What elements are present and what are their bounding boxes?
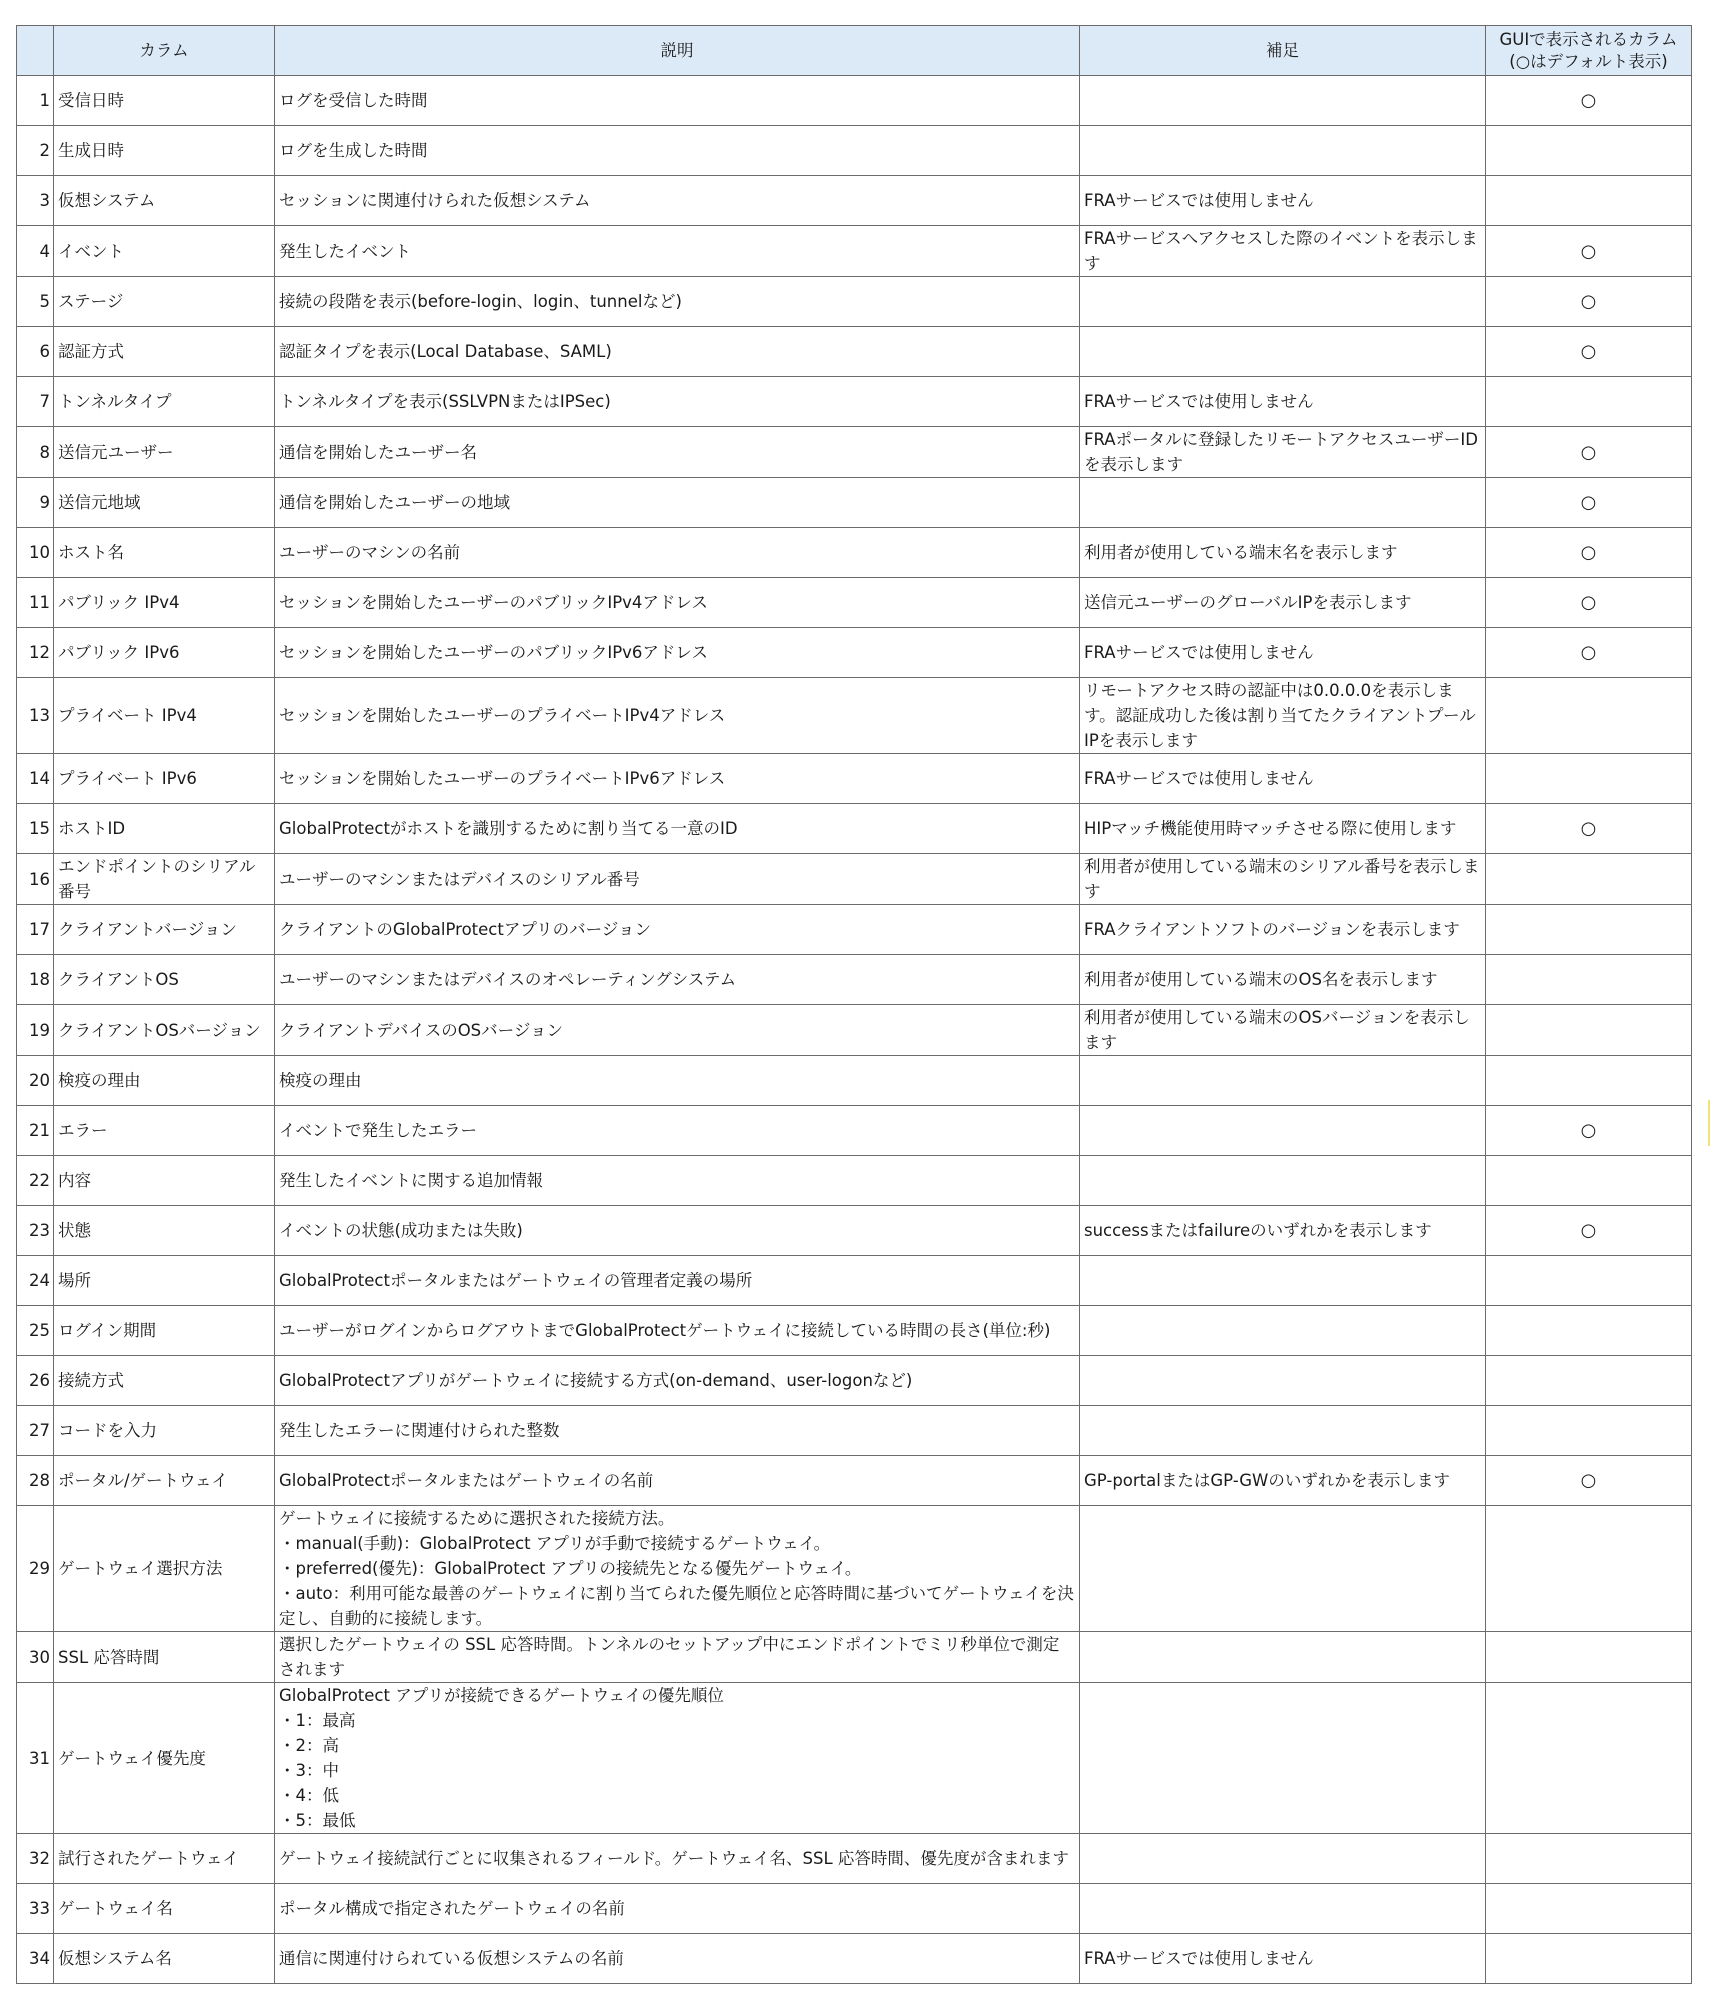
row-number: 32 — [17, 1834, 54, 1884]
table-row — [17, 854, 1692, 905]
table-row — [17, 176, 1692, 226]
row-description: イベントで発生したエラー — [275, 1106, 1080, 1156]
row-gui-mark — [1486, 1683, 1692, 1834]
row-note — [1080, 1056, 1486, 1106]
table-row — [17, 478, 1692, 528]
row-number: 9 — [17, 478, 54, 528]
row-description: イベントの状態(成功または失敗) — [275, 1206, 1080, 1256]
row-gui-mark — [1486, 854, 1692, 905]
row-description: ユーザーのマシンまたはデバイスのシリアル番号 — [275, 854, 1080, 905]
row-gui-mark: ○ — [1486, 528, 1692, 578]
row-gui-mark — [1486, 126, 1692, 176]
row-description: ログを受信した時間 — [275, 76, 1080, 126]
row-number: 30 — [17, 1632, 54, 1683]
row-description: セッションを開始したユーザーのパブリックIPv4アドレス — [275, 578, 1080, 628]
table-row — [17, 905, 1692, 955]
header-description: 説明 — [275, 26, 1080, 76]
log-column-table — [16, 25, 1692, 1984]
table-row — [17, 1056, 1692, 1106]
row-number: 11 — [17, 578, 54, 628]
row-number: 21 — [17, 1106, 54, 1156]
row-note: HIPマッチ機能使用時マッチさせる際に使用します — [1080, 804, 1486, 854]
table-row — [17, 1306, 1692, 1356]
row-description: GlobalProtect アプリが接続できるゲートウェイの優先順位 ・1：最高 ・2：高 ・3：中 ・4：低 ・5：最低 — [275, 1683, 1080, 1834]
table-row — [17, 528, 1692, 578]
row-column-name: ホストID — [54, 804, 275, 854]
row-gui-mark — [1486, 1406, 1692, 1456]
table-row — [17, 377, 1692, 427]
row-description: クライアントのGlobalProtectアプリのバージョン — [275, 905, 1080, 955]
row-gui-mark: ○ — [1486, 277, 1692, 327]
header-number — [17, 26, 54, 76]
row-number: 19 — [17, 1005, 54, 1056]
row-number: 27 — [17, 1406, 54, 1456]
row-gui-mark — [1486, 1834, 1692, 1884]
row-column-name: ログイン期間 — [54, 1306, 275, 1356]
table-row — [17, 678, 1692, 754]
row-gui-mark — [1486, 1506, 1692, 1632]
table-row — [17, 1456, 1692, 1506]
row-note — [1080, 478, 1486, 528]
row-column-name: ステージ — [54, 277, 275, 327]
row-gui-mark: ○ — [1486, 1456, 1692, 1506]
row-column-name: イベント — [54, 226, 275, 277]
row-gui-mark — [1486, 1306, 1692, 1356]
row-column-name: パブリック IPv4 — [54, 578, 275, 628]
row-number: 3 — [17, 176, 54, 226]
row-note — [1080, 327, 1486, 377]
row-column-name: エンドポイントのシリアル番号 — [54, 854, 275, 905]
row-note — [1080, 277, 1486, 327]
row-note: 利用者が使用している端末のシリアル番号を表示します — [1080, 854, 1486, 905]
row-number: 23 — [17, 1206, 54, 1256]
row-number: 34 — [17, 1934, 54, 1984]
row-column-name: パブリック IPv6 — [54, 628, 275, 678]
table-row — [17, 1406, 1692, 1456]
row-description: セッションを開始したユーザーのプライベートIPv6アドレス — [275, 754, 1080, 804]
row-description: ログを生成した時間 — [275, 126, 1080, 176]
row-column-name: ゲートウェイ選択方法 — [54, 1506, 275, 1632]
row-description: 選択したゲートウェイの SSL 応答時間。トンネルのセットアップ中にエンドポイントでミリ秒単位で測定されます — [275, 1632, 1080, 1683]
row-note: 利用者が使用している端末のOSバージョンを表示します — [1080, 1005, 1486, 1056]
row-number: 24 — [17, 1256, 54, 1306]
row-note: FRAポータルに登録したリモートアクセスユーザーIDを表示します — [1080, 427, 1486, 478]
row-column-name: プライベート IPv6 — [54, 754, 275, 804]
table-row — [17, 754, 1692, 804]
row-column-name: 受信日時 — [54, 76, 275, 126]
row-number: 4 — [17, 226, 54, 277]
row-note — [1080, 1256, 1486, 1306]
row-number: 15 — [17, 804, 54, 854]
row-gui-mark: ○ — [1486, 628, 1692, 678]
row-note: 利用者が使用している端末のOS名を表示します — [1080, 955, 1486, 1005]
row-description: 通信を開始したユーザーの地域 — [275, 478, 1080, 528]
header-column: カラム — [54, 26, 275, 76]
table-row — [17, 804, 1692, 854]
row-gui-mark — [1486, 176, 1692, 226]
table-row — [17, 1156, 1692, 1206]
row-gui-mark: ○ — [1486, 226, 1692, 277]
row-note — [1080, 1834, 1486, 1884]
row-number: 12 — [17, 628, 54, 678]
row-description: ゲートウェイに接続するために選択された接続方法。 ・manual(手動)：GlobalProtect アプリが手動で接続するゲートウェイ。 ・preferred(優先)：GlobalProtect アプリの接続先となる優先ゲートウェイ。 ・auto：利用可能な最善のゲートウェイに割り当てられた優先順位と応答時間に基づいてゲートウェイを決定し、自動的に接続します。 — [275, 1506, 1080, 1632]
row-note — [1080, 1156, 1486, 1206]
row-number: 1 — [17, 76, 54, 126]
row-description: 接続の段階を表示(before-login、login、tunnelなど) — [275, 277, 1080, 327]
row-note — [1080, 1306, 1486, 1356]
row-description: セッションを開始したユーザーのパブリックIPv6アドレス — [275, 628, 1080, 678]
edge-marker — [1708, 1100, 1710, 1146]
row-gui-mark — [1486, 1934, 1692, 1984]
row-gui-mark: ○ — [1486, 76, 1692, 126]
row-gui-mark — [1486, 754, 1692, 804]
row-column-name: 試行されたゲートウェイ — [54, 1834, 275, 1884]
row-note: FRAサービスでは使用しません — [1080, 176, 1486, 226]
table-row — [17, 1834, 1692, 1884]
row-gui-mark — [1486, 955, 1692, 1005]
row-note — [1080, 1106, 1486, 1156]
row-gui-mark: ○ — [1486, 1206, 1692, 1256]
row-description: トンネルタイプを表示(SSLVPNまたはIPSec) — [275, 377, 1080, 427]
row-number: 14 — [17, 754, 54, 804]
row-note: FRAサービスでは使用しません — [1080, 754, 1486, 804]
row-column-name: クライアントOS — [54, 955, 275, 1005]
row-description: 検疫の理由 — [275, 1056, 1080, 1106]
row-note — [1080, 76, 1486, 126]
row-gui-mark — [1486, 905, 1692, 955]
row-description: 通信を開始したユーザー名 — [275, 427, 1080, 478]
row-note: FRAサービスへアクセスした際のイベントを表示します — [1080, 226, 1486, 277]
row-description: 発生したイベント — [275, 226, 1080, 277]
row-column-name: ゲートウェイ優先度 — [54, 1683, 275, 1834]
row-gui-mark: ○ — [1486, 478, 1692, 528]
row-gui-mark — [1486, 1156, 1692, 1206]
table-row — [17, 76, 1692, 126]
row-description: セッションを開始したユーザーのプライベートIPv4アドレス — [275, 678, 1080, 754]
row-note: FRAサービスでは使用しません — [1080, 377, 1486, 427]
row-number: 16 — [17, 854, 54, 905]
row-description: GlobalProtectアプリがゲートウェイに接続する方式(on-demand、user-logonなど) — [275, 1356, 1080, 1406]
table-row — [17, 1206, 1692, 1256]
row-gui-mark — [1486, 1356, 1692, 1406]
row-number: 20 — [17, 1056, 54, 1106]
row-number: 26 — [17, 1356, 54, 1406]
row-column-name: 仮想システム — [54, 176, 275, 226]
row-number: 13 — [17, 678, 54, 754]
row-description: 発生したイベントに関する追加情報 — [275, 1156, 1080, 1206]
table-row — [17, 427, 1692, 478]
row-gui-mark: ○ — [1486, 427, 1692, 478]
row-column-name: クライアントバージョン — [54, 905, 275, 955]
row-number: 25 — [17, 1306, 54, 1356]
row-gui-mark — [1486, 377, 1692, 427]
row-description: 認証タイプを表示(Local Database、SAML) — [275, 327, 1080, 377]
row-note — [1080, 1632, 1486, 1683]
row-note: GP-portalまたはGP-GWのいずれかを表示します — [1080, 1456, 1486, 1506]
table-row — [17, 126, 1692, 176]
row-gui-mark: ○ — [1486, 804, 1692, 854]
row-column-name: 接続方式 — [54, 1356, 275, 1406]
row-gui-mark — [1486, 678, 1692, 754]
row-number: 8 — [17, 427, 54, 478]
row-description: GlobalProtectポータルまたはゲートウェイの管理者定義の場所 — [275, 1256, 1080, 1306]
table-row — [17, 277, 1692, 327]
row-column-name: 送信元地域 — [54, 478, 275, 528]
row-column-name: クライアントOSバージョン — [54, 1005, 275, 1056]
row-note: FRAサービスでは使用しません — [1080, 628, 1486, 678]
row-column-name: エラー — [54, 1106, 275, 1156]
row-column-name: 検疫の理由 — [54, 1056, 275, 1106]
table-row — [17, 955, 1692, 1005]
row-description: ユーザーのマシンまたはデバイスのオペレーティングシステム — [275, 955, 1080, 1005]
row-note: 利用者が使用している端末名を表示します — [1080, 528, 1486, 578]
row-number: 6 — [17, 327, 54, 377]
row-gui-mark — [1486, 1256, 1692, 1306]
row-number: 31 — [17, 1683, 54, 1834]
row-number: 28 — [17, 1456, 54, 1506]
row-gui-mark — [1486, 1005, 1692, 1056]
table-row — [17, 1934, 1692, 1984]
row-number: 5 — [17, 277, 54, 327]
row-column-name: 認証方式 — [54, 327, 275, 377]
row-note: successまたはfailureのいずれかを表示します — [1080, 1206, 1486, 1256]
row-column-name: プライベート IPv4 — [54, 678, 275, 754]
row-column-name: SSL 応答時間 — [54, 1632, 275, 1683]
row-number: 7 — [17, 377, 54, 427]
row-number: 18 — [17, 955, 54, 1005]
row-gui-mark — [1486, 1884, 1692, 1934]
table-row — [17, 1683, 1692, 1834]
row-description: セッションに関連付けられた仮想システム — [275, 176, 1080, 226]
row-column-name: 仮想システム名 — [54, 1934, 275, 1984]
row-note: リモートアクセス時の認証中は0.0.0.0を表示します。認証成功した後は割り当てたクライアントプールIPを表示します — [1080, 678, 1486, 754]
row-description: 発生したエラーに関連付けられた整数 — [275, 1406, 1080, 1456]
row-number: 10 — [17, 528, 54, 578]
row-description: GlobalProtectがホストを識別するために割り当てる一意のID — [275, 804, 1080, 854]
row-description: 通信に関連付けられている仮想システムの名前 — [275, 1934, 1080, 1984]
table-row — [17, 1884, 1692, 1934]
row-note — [1080, 126, 1486, 176]
row-description: クライアントデバイスのOSバージョン — [275, 1005, 1080, 1056]
table-row — [17, 226, 1692, 277]
table-row — [17, 1506, 1692, 1632]
row-gui-mark: ○ — [1486, 578, 1692, 628]
table-row — [17, 1632, 1692, 1683]
header-note: 補足 — [1080, 26, 1486, 76]
table-row — [17, 1005, 1692, 1056]
row-number: 2 — [17, 126, 54, 176]
row-note — [1080, 1884, 1486, 1934]
row-note: 送信元ユーザーのグローバルIPを表示します — [1080, 578, 1486, 628]
row-column-name: 送信元ユーザー — [54, 427, 275, 478]
row-column-name: 場所 — [54, 1256, 275, 1306]
row-column-name: ゲートウェイ名 — [54, 1884, 275, 1934]
row-description: ユーザーのマシンの名前 — [275, 528, 1080, 578]
row-description: ポータル構成で指定されたゲートウェイの名前 — [275, 1884, 1080, 1934]
row-note — [1080, 1406, 1486, 1456]
table-row — [17, 628, 1692, 678]
row-gui-mark: ○ — [1486, 1106, 1692, 1156]
row-gui-mark: ○ — [1486, 327, 1692, 377]
table-row — [17, 1106, 1692, 1156]
row-gui-mark — [1486, 1632, 1692, 1683]
row-number: 29 — [17, 1506, 54, 1632]
table-row — [17, 1256, 1692, 1306]
row-column-name: 内容 — [54, 1156, 275, 1206]
row-number: 17 — [17, 905, 54, 955]
table-row — [17, 578, 1692, 628]
row-note — [1080, 1683, 1486, 1834]
table-row — [17, 327, 1692, 377]
row-column-name: ポータル/ゲートウェイ — [54, 1456, 275, 1506]
row-note: FRAサービスでは使用しません — [1080, 1934, 1486, 1984]
row-note: FRAクライアントソフトのバージョンを表示します — [1080, 905, 1486, 955]
row-description: ユーザーがログインからログアウトまでGlobalProtectゲートウェイに接続している時間の長さ(単位:秒) — [275, 1306, 1080, 1356]
row-note — [1080, 1356, 1486, 1406]
row-description: ゲートウェイ接続試行ごとに収集されるフィールド。ゲートウェイ名、SSL 応答時間、優先度が含まれます — [275, 1834, 1080, 1884]
row-gui-mark — [1486, 1056, 1692, 1106]
row-column-name: 生成日時 — [54, 126, 275, 176]
row-description: GlobalProtectポータルまたはゲートウェイの名前 — [275, 1456, 1080, 1506]
row-column-name: 状態 — [54, 1206, 275, 1256]
row-number: 22 — [17, 1156, 54, 1206]
header-row — [17, 26, 1692, 76]
row-column-name: コードを入力 — [54, 1406, 275, 1456]
table-row — [17, 1356, 1692, 1406]
header-gui-display: GUIで表示されるカラム (○はデフォルト表示) — [1486, 26, 1692, 76]
row-column-name: トンネルタイプ — [54, 377, 275, 427]
row-column-name: ホスト名 — [54, 528, 275, 578]
row-note — [1080, 1506, 1486, 1632]
row-number: 33 — [17, 1884, 54, 1934]
